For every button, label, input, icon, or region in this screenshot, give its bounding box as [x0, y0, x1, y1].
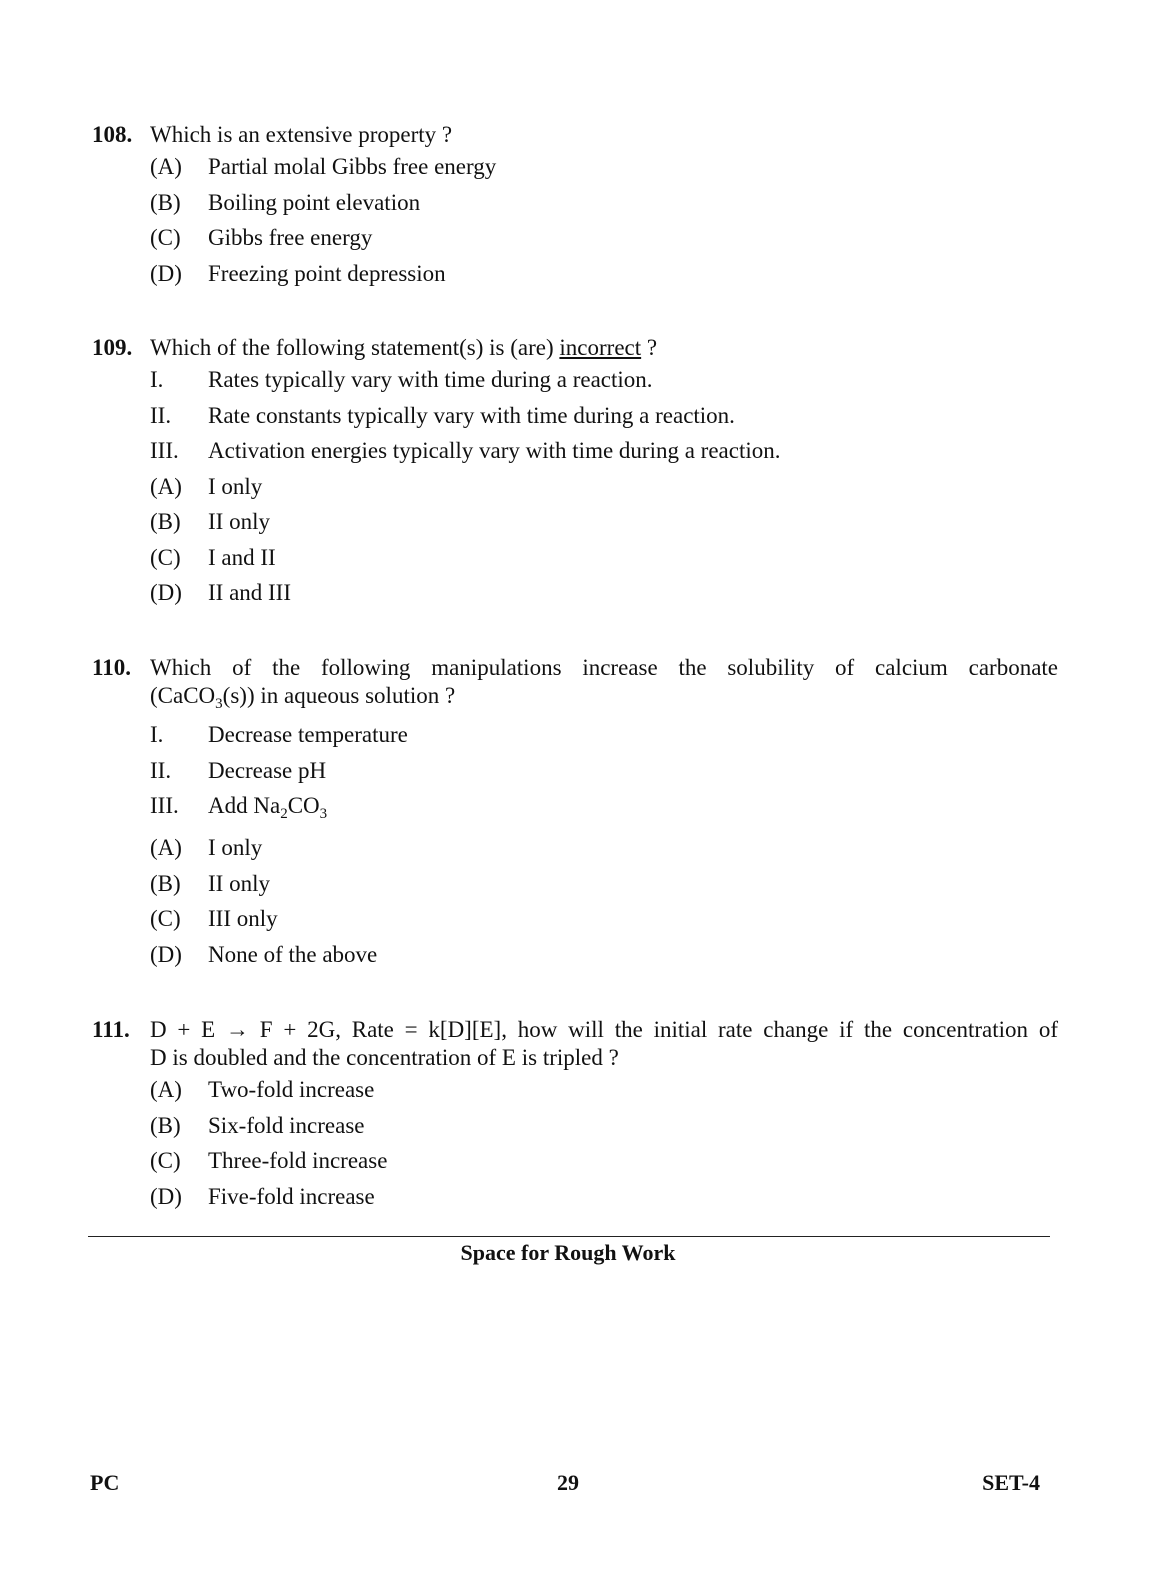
statement-text: Rate constants typically vary with time during a reaction.: [208, 402, 735, 428]
statement-text: Decrease pH: [208, 757, 327, 783]
rough-work-heading: Space for Rough Work: [460, 1240, 676, 1265]
option-b[interactable]: [92, 185, 1058, 221]
option-text: Freezing point depression: [208, 260, 446, 286]
statement-label: III.: [150, 438, 179, 463]
option-label: (A): [150, 1077, 182, 1102]
option-text: I and II: [208, 544, 276, 570]
option-label: (A): [150, 835, 182, 860]
divider-line: [88, 1236, 1050, 1237]
statement-label: III.: [150, 793, 179, 818]
option-label: (B): [150, 509, 181, 534]
question-111: [92, 1016, 1058, 1214]
formula-part: CO: [287, 793, 320, 818]
option-d[interactable]: [92, 937, 1058, 973]
question-number: 109.: [92, 335, 133, 360]
statement-ii: [92, 398, 1058, 434]
option-label: (D): [150, 941, 182, 967]
question-text: Which is an extensive property ?: [150, 122, 453, 147]
option-c[interactable]: [92, 1143, 1058, 1179]
question-110: [92, 654, 1058, 972]
question-109: [92, 334, 1058, 611]
formula-part: Add Na: [208, 793, 281, 818]
statement-text: Decrease temperature: [208, 722, 408, 747]
formula-subscript: 3: [319, 806, 328, 822]
option-label: (C): [150, 906, 181, 931]
option-d[interactable]: [92, 1179, 1058, 1215]
option-d[interactable]: [92, 575, 1058, 611]
option-text: II only: [208, 870, 270, 896]
question-number: 110.: [92, 655, 131, 680]
option-label: (C): [150, 544, 181, 570]
option-label: (B): [150, 1112, 181, 1138]
formula-part: (CaCO: [150, 683, 216, 708]
option-label: (D): [150, 1183, 182, 1209]
formula-part: (s)) in aqueous solution ?: [222, 683, 456, 708]
statement-i: [92, 362, 1058, 398]
option-label: (B): [150, 870, 181, 896]
option-label: (C): [150, 225, 181, 250]
statement-iii: [92, 433, 1058, 469]
option-text: I only: [208, 473, 263, 499]
statement-i: [92, 717, 1058, 753]
option-text: Three-fold increase: [208, 1148, 388, 1173]
option-b[interactable]: [92, 504, 1058, 540]
option-a[interactable]: [92, 149, 1058, 185]
option-text: Boiling point elevation: [208, 189, 421, 215]
option-text: None of the above: [208, 941, 378, 967]
option-a[interactable]: [92, 469, 1058, 505]
question-text-line-2: [150, 683, 456, 712]
formula-subscript: 2: [280, 806, 288, 822]
emphasis-incorrect: incorrect: [559, 335, 642, 360]
option-text: Two-fold increase: [208, 1077, 375, 1102]
option-a[interactable]: [92, 1072, 1058, 1108]
option-label: (A): [150, 154, 182, 179]
statement-text: Activation energies typically vary with time during a reaction.: [208, 438, 781, 463]
option-text: II and III: [208, 580, 292, 605]
question-text: [150, 1016, 1058, 1072]
question-text-part: Which of the following statement(s) is (are): [150, 335, 560, 360]
option-label: (D): [150, 260, 182, 286]
page-number: 29: [557, 1470, 579, 1495]
question-text-line-1: D + E → F + 2G, Rate = k[D][E], how will the initial rate change if the concentration of: [150, 1017, 1058, 1042]
question-text-part: ?: [641, 335, 658, 360]
question-text-line-2: D is doubled and the concentration of E is tripled ?: [150, 1045, 619, 1070]
question-text: [150, 334, 1058, 362]
option-text: Six-fold increase: [208, 1112, 365, 1138]
question-108: [92, 121, 1058, 291]
statement-label: II.: [150, 402, 172, 428]
question-text: [150, 654, 1058, 710]
statement-label: II.: [150, 757, 172, 783]
option-label: (B): [150, 189, 181, 215]
option-c[interactable]: [92, 220, 1058, 256]
statement-text: [208, 788, 327, 830]
option-label: (D): [150, 580, 182, 605]
option-text: Gibbs free energy: [208, 225, 373, 250]
option-b[interactable]: [92, 866, 1058, 902]
option-b[interactable]: [92, 1108, 1058, 1144]
question-number: 111.: [92, 1017, 130, 1042]
footer-right: SET-4: [982, 1470, 1040, 1495]
statement-ii: [92, 753, 1058, 789]
option-c[interactable]: [92, 540, 1058, 576]
statement-label: I.: [150, 722, 164, 747]
formula-subscript: 3: [215, 696, 223, 712]
option-text: Partial molal Gibbs free energy: [208, 154, 497, 179]
statement-iii: [92, 788, 1058, 830]
statement-text: Rates typically vary with time during a reaction.: [208, 367, 653, 392]
footer-left: PC: [90, 1470, 120, 1495]
option-label: (C): [150, 1148, 181, 1173]
option-d[interactable]: [92, 256, 1058, 292]
option-text: I only: [208, 835, 263, 860]
statement-label: I.: [150, 367, 164, 392]
question-text-line-1: Which of the following manipulations increase the solubility of calcium carbonate: [150, 655, 1058, 680]
option-text: Five-fold increase: [208, 1183, 375, 1209]
option-a[interactable]: [92, 830, 1058, 866]
option-text: II only: [208, 509, 270, 534]
option-text: III only: [208, 906, 278, 931]
option-label: (A): [150, 473, 182, 499]
option-c[interactable]: [92, 901, 1058, 937]
question-number: 108.: [92, 122, 133, 147]
